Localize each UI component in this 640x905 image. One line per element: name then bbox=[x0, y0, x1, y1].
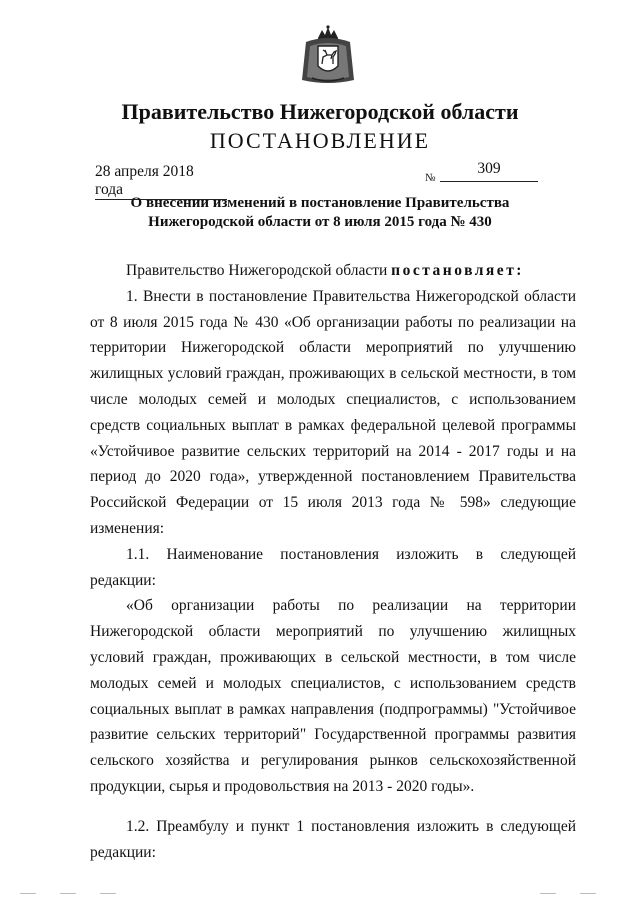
number-label: № bbox=[425, 172, 436, 184]
subject-line-1: О внесении изменений в постановление Правительства bbox=[130, 195, 510, 211]
organization-title: Правительство Нижегородской области bbox=[121, 99, 519, 124]
document-date: 28 апреля 2018 года bbox=[95, 163, 227, 200]
document-number: 309 bbox=[440, 160, 538, 182]
intro-prefix: Правительство Нижегородской области bbox=[126, 262, 392, 279]
document-body bbox=[90, 258, 576, 865]
intro-paragraph bbox=[90, 258, 576, 284]
document-subject bbox=[0, 194, 640, 232]
paragraph-1-2: 1.2. Преамбулу и пункт 1 постановления изложить в следующей редакции: bbox=[90, 817, 576, 861]
subject-line-2: Нижегородской области от 8 июля 2015 года № 430 bbox=[148, 214, 492, 230]
decree-word: постановляет: bbox=[391, 262, 524, 279]
scan-noise bbox=[0, 893, 640, 901]
coat-of-arms-icon bbox=[296, 24, 360, 88]
document-type: ПОСТАНОВЛЕНИЕ bbox=[209, 128, 431, 153]
paragraph-1-1-quote: «Об организации работы по реализации на территории Нижегородской области мероприятий по улучшению жилищных условий граждан, проживающих в сельской местности, в том числе молодых семей и молодых специалистов, с использованием средств социальных выплат в рамках направления (подпрограммы) "Устойчивое развитие сельских территорий" Государственной программы развития сельского хозяйства и регулирования рынков сельскохозяйственной продукции, сырья и продовольствия на 2013 - 2020 годы». bbox=[90, 597, 576, 795]
paragraph-1-1: 1.1. Наименование постановления изложить в следующей редакции: bbox=[90, 545, 576, 589]
paragraph-1: 1. Внести в постановление Правительства Нижегородской области от 8 июля 2015 года № 430 «Об организации работы по реализации на территории Нижегородской области мероприятий по улучшению жилищных условий граждан, проживающих в сельской местности, в том числе молодых семей и молодых специалистов, с использованием средств социальных выплат в рамках федеральной целевой программы «Устойчивое развитие сельских территорий на 2014 - 2017 годы и на период до 2020 года», утвержденной постановлением Правительства Российской Федерации от 15 июля 2013 года № 598» следующие изменения: bbox=[90, 287, 576, 537]
